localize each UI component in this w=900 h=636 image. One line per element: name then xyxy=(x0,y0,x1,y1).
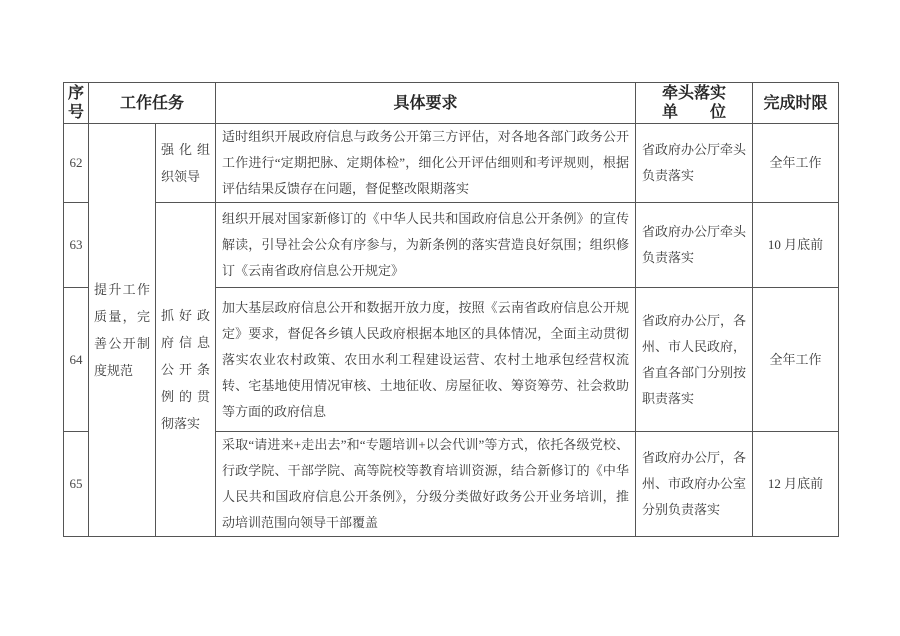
lead-unit-65: 省政府办公厅，各州、市政府办公室分别负责落实 xyxy=(636,432,753,537)
table-row-62 xyxy=(64,124,839,203)
header-deadline: 完成时限 xyxy=(753,83,839,124)
table-row-63 xyxy=(64,203,839,288)
task-table xyxy=(63,82,839,537)
header-row xyxy=(64,83,839,124)
header-work-task: 工作任务 xyxy=(89,83,216,124)
lead-unit-63: 省政府办公厅牵头负责落实 xyxy=(636,203,753,288)
lead-unit-62: 省政府办公厅牵头负责落实 xyxy=(636,124,753,203)
header-lead-unit-line2: 单 位 xyxy=(662,104,727,121)
requirement-63: 组织开展对国家新修订的《中华人民共和国政府信息公开条例》的宣传解读，引导社会公众有序参与，为新条例的落实营造良好氛围；组织修订《云南省政府信息公开规定》 xyxy=(216,203,636,288)
header-serial-number-line2: 号 xyxy=(67,104,84,121)
subtask-63-65: 抓好政府信息公开条例的贯彻落实 xyxy=(156,203,216,537)
deadline-64: 全年工作 xyxy=(753,288,839,432)
serial-number-65: 65 xyxy=(64,432,89,537)
deadline-63: 10 月底前 xyxy=(753,203,839,288)
deadline-62: 全年工作 xyxy=(753,124,839,203)
requirement-62: 适时组织开展政府信息与政务公开第三方评估，对各地各部门政务公开工作进行“定期把脉、定期体检”，细化公开评估细则和考评规则，根据评估结果反馈存在问题，督促整改限期落实 xyxy=(216,124,636,203)
requirement-64: 加大基层政府信息公开和数据开放力度，按照《云南省政府信息公开规定》要求，督促各乡镇人民政府根据本地区的具体情况，全面主动贯彻落实农业农村政策、农田水利工程建设运营、农村土地承包经营权流转、宅基地使用情况审核、土地征收、房屋征收、筹资筹劳、社会救助等方面的政府信息 xyxy=(216,288,636,432)
subtask-62: 强化组织领导 xyxy=(156,124,216,203)
header-lead-unit-line1: 牵头落实 xyxy=(662,85,727,102)
serial-number-64: 64 xyxy=(64,288,89,432)
serial-number-62: 62 xyxy=(64,124,89,203)
lead-unit-64: 省政府办公厅，各州、市人民政府，省直各部门分别按职责落实 xyxy=(636,288,753,432)
header-serial-number-line1: 序 xyxy=(67,85,84,102)
requirement-65: 采取“请进来+走出去”和“专题培训+以会代训”等方式，依托各级党校、行政学院、干部学院、高等院校等教育培训资源，结合新修订的《中华人民共和国政府信息公开条例》，分级分类做好政务公开业务培训，推动培训范围向领导干部覆盖 xyxy=(216,432,636,537)
serial-number-63: 63 xyxy=(64,203,89,288)
header-specific-requirements: 具体要求 xyxy=(216,83,636,124)
header-lead-unit xyxy=(636,83,753,124)
deadline-65: 12 月底前 xyxy=(753,432,839,537)
header-serial-number xyxy=(64,83,89,124)
task-group-cell: 提升工作质量，完善公开制度规范 xyxy=(89,124,156,537)
